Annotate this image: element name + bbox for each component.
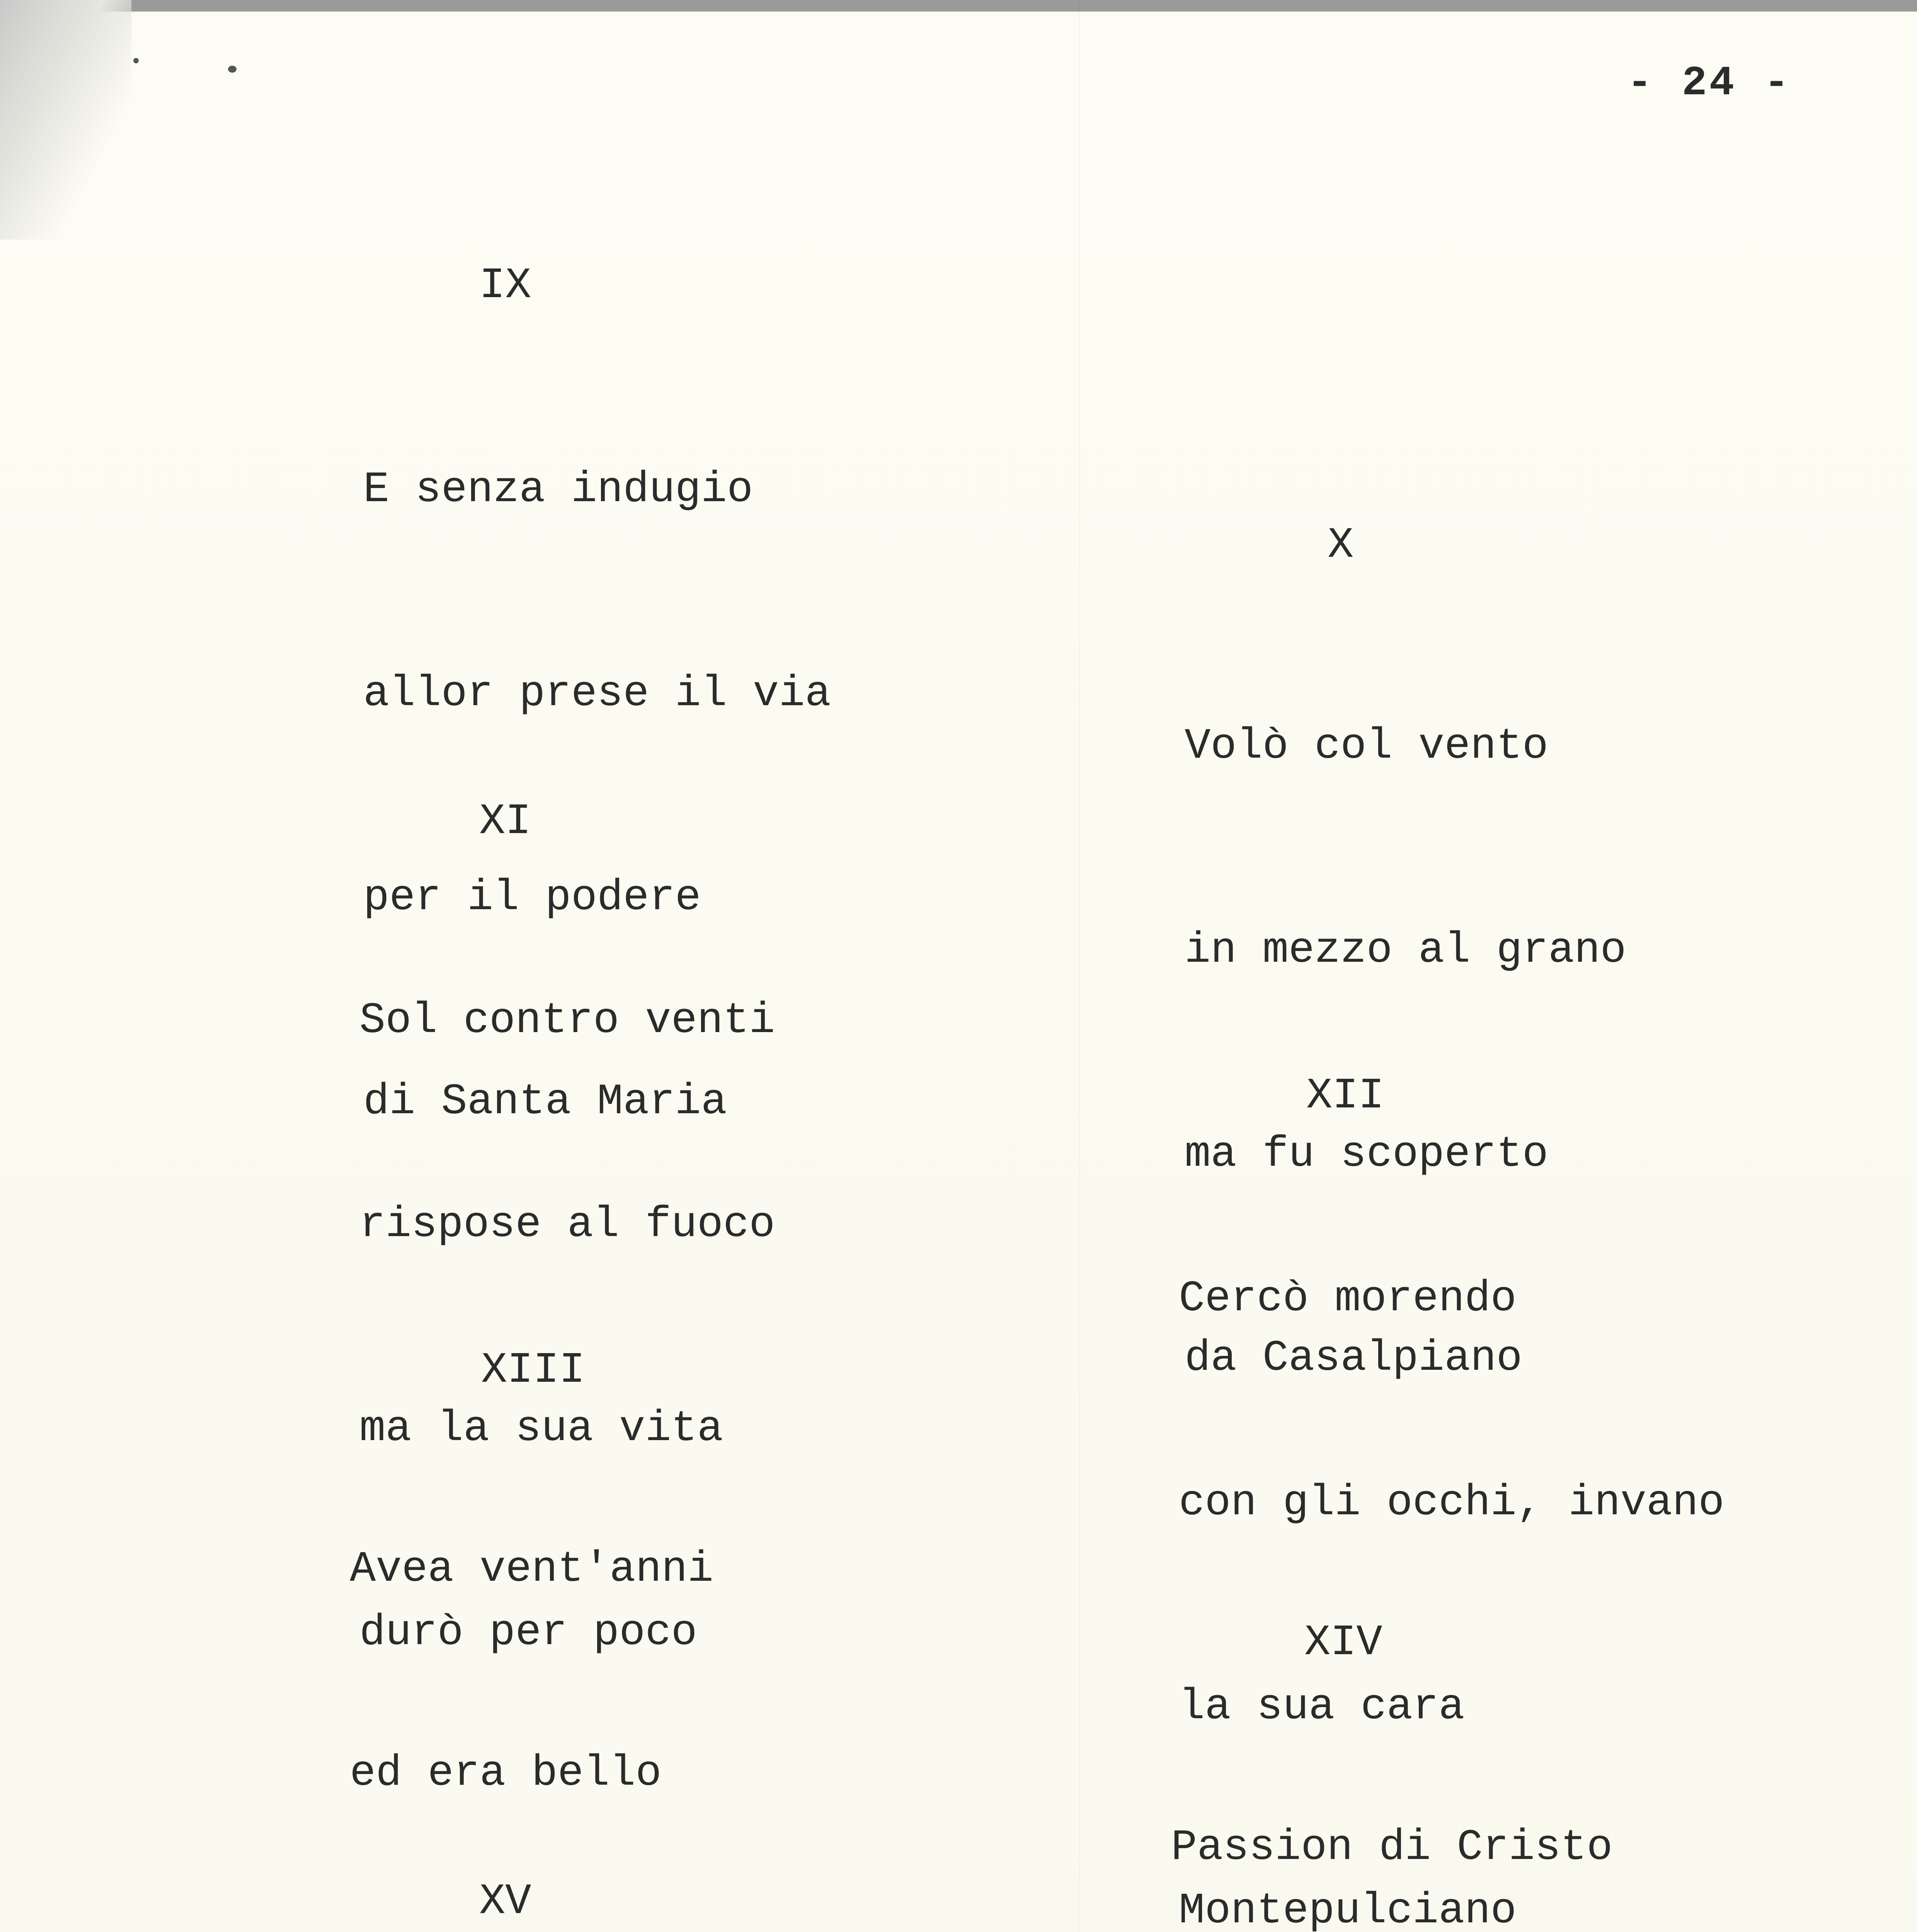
scan-top-edge <box>0 0 1917 12</box>
verse-line: Montepulciano <box>1179 1886 1517 1932</box>
verse-line: ed era bello <box>350 1749 662 1798</box>
verse-line: ma fu scoperto <box>1185 1130 1548 1179</box>
verse-line: ma la sua vita <box>359 1404 723 1453</box>
paper-fold-crease <box>1078 0 1081 1932</box>
ink-speck <box>133 58 139 63</box>
verse-line: Sol contro venti <box>359 996 775 1045</box>
verse-line: Avea vent'anni <box>350 1545 713 1594</box>
page-number: - 24 - <box>1627 60 1791 107</box>
stanza-number: X <box>1328 521 1354 570</box>
stanza-xv <box>346 1727 735 1932</box>
verse-line: allor prese il via <box>363 669 831 718</box>
stanza-number: XV <box>479 1877 531 1926</box>
verse-line: con gli occhi, invano <box>1179 1478 1725 1527</box>
verse-line: per il podere <box>363 873 701 922</box>
stanza-number: IX <box>479 261 531 310</box>
scan-corner-fold <box>0 0 131 240</box>
stanza-number: XIII <box>481 1346 585 1395</box>
ink-speck <box>228 66 237 73</box>
verse-line: la sua cara <box>1179 1682 1465 1731</box>
verse-line: rispose al fuoco <box>359 1200 775 1249</box>
verse-line: Volò col vento <box>1185 722 1548 771</box>
verse-line: Passion di Cristo <box>1171 1823 1613 1872</box>
verse-line: in mezzo al grano <box>1185 926 1626 975</box>
stanza-xiv <box>1171 1472 1613 1932</box>
verse-line: E senza indugio <box>363 465 753 514</box>
verse-line: di Santa Maria <box>363 1077 727 1126</box>
stanza-number: XI <box>479 797 531 846</box>
verse-line: Cercò morendo <box>1179 1274 1517 1323</box>
stanza-number: XIV <box>1304 1618 1382 1667</box>
verse-line: da Casalpiano <box>1185 1334 1522 1383</box>
stanza-number: XII <box>1306 1071 1384 1121</box>
verse-line: durò per poco <box>359 1608 697 1657</box>
